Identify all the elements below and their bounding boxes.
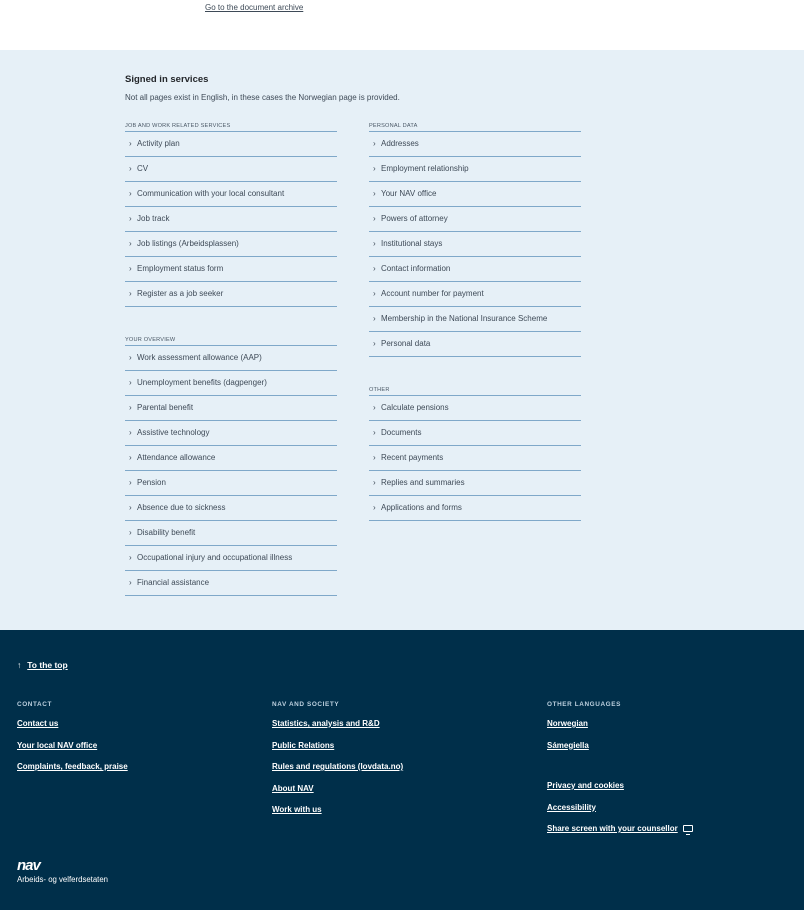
chevron-right-icon: › — [129, 578, 132, 587]
service-link[interactable]: › Employment relationship — [369, 157, 581, 182]
chevron-right-icon: › — [129, 239, 132, 248]
service-link[interactable]: › Job track — [125, 207, 337, 232]
chevron-right-icon: › — [373, 289, 376, 298]
share-screen-link[interactable]: Share screen with your counsellor — [547, 822, 693, 844]
group-heading: JOB AND WORK RELATED SERVICES — [125, 120, 337, 132]
local-office-link[interactable]: Your local NAV office — [17, 740, 98, 750]
service-link[interactable]: › Personal data — [369, 332, 581, 357]
service-link[interactable]: › Occupational injury and occupational illness — [125, 546, 337, 571]
service-link[interactable]: › Absence due to sickness — [125, 496, 337, 521]
chevron-right-icon: › — [373, 264, 376, 273]
chevron-right-icon: › — [373, 403, 376, 412]
chevron-right-icon: › — [129, 428, 132, 437]
chevron-right-icon: › — [129, 214, 132, 223]
chevron-right-icon: › — [373, 164, 376, 173]
arrow-up-icon: ↑ — [17, 660, 22, 670]
statistics-link[interactable]: Statistics, analysis and R&D — [272, 719, 380, 728]
chevron-right-icon: › — [129, 189, 132, 198]
service-link[interactable]: › Financial assistance — [125, 571, 337, 596]
nav-logo-subtitle: Arbeids- og velferdsetaten — [17, 875, 109, 884]
service-link[interactable]: › Communication with your local consultant — [125, 182, 337, 207]
service-link[interactable]: › Replies and summaries — [369, 471, 581, 496]
service-link[interactable]: › Assistive technology — [125, 421, 337, 446]
service-link[interactable]: › Unemployment benefits (dagpenger) — [125, 371, 337, 396]
footer-heading: CONTACT — [17, 701, 52, 708]
service-link[interactable]: › CV — [125, 157, 337, 182]
contact-us-link[interactable]: Contact us — [17, 719, 59, 728]
norwegian-link[interactable]: Norwegian — [547, 719, 588, 728]
chevron-right-icon: › — [129, 164, 132, 173]
service-link[interactable]: › Register as a job seeker — [125, 282, 337, 307]
group-your-overview — [125, 334, 337, 596]
privacy-cookies-link[interactable]: Privacy and cookies — [547, 781, 624, 790]
chevron-right-icon: › — [129, 264, 132, 273]
chevron-right-icon: › — [373, 139, 376, 148]
chevron-right-icon: › — [373, 478, 376, 487]
nav-logo-mark: nav — [17, 857, 40, 874]
chevron-right-icon: › — [129, 289, 132, 298]
chevron-right-icon: › — [373, 189, 376, 198]
service-link[interactable]: › Institutional stays — [369, 232, 581, 257]
to-the-top-link[interactable]: ↑ To the top — [17, 660, 68, 670]
accessibility-link[interactable]: Accessibility — [547, 802, 596, 812]
footer-languages-column — [547, 698, 621, 760]
chevron-right-icon: › — [129, 503, 132, 512]
chevron-right-icon: › — [373, 214, 376, 223]
chevron-right-icon: › — [129, 553, 132, 562]
service-link[interactable]: › Membership in the National Insurance Scheme — [369, 307, 581, 332]
chevron-right-icon: › — [373, 503, 376, 512]
services-note: Not all pages exist in English, in these cases the Norwegian page is provided. — [125, 93, 400, 102]
service-link[interactable]: › Work assessment allowance (AAP) — [125, 346, 337, 371]
service-link[interactable]: › Job listings (Arbeidsplassen) — [125, 232, 337, 257]
chevron-right-icon: › — [129, 453, 132, 462]
complaints-link[interactable]: Complaints, feedback, praise — [17, 762, 128, 771]
chevron-right-icon: › — [129, 378, 132, 387]
footer-extra-links — [547, 779, 693, 844]
group-heading: OTHER — [369, 384, 581, 396]
document-archive-link[interactable]: Go to the document archive — [205, 3, 304, 12]
work-with-us-link[interactable]: Work with us — [272, 805, 322, 814]
service-link[interactable]: › Employment status form — [125, 257, 337, 282]
footer-nav-society-column — [272, 698, 403, 825]
chevron-right-icon: › — [129, 403, 132, 412]
service-link[interactable]: › Disability benefit — [125, 521, 337, 546]
group-personal-data — [369, 120, 581, 357]
about-nav-link[interactable]: About NAV — [272, 783, 314, 793]
service-link[interactable]: › Powers of attorney — [369, 207, 581, 232]
chevron-right-icon: › — [373, 339, 376, 348]
chevron-right-icon: › — [129, 353, 132, 362]
group-job-work — [125, 120, 337, 307]
service-link[interactable]: › Contact information — [369, 257, 581, 282]
chevron-right-icon: › — [373, 428, 376, 437]
service-link[interactable]: › Calculate pensions — [369, 396, 581, 421]
group-heading: YOUR OVERVIEW — [125, 334, 337, 346]
nav-logo[interactable] — [17, 858, 108, 884]
chevron-right-icon: › — [373, 453, 376, 462]
service-link[interactable]: › Documents — [369, 421, 581, 446]
service-link[interactable]: › Addresses — [369, 132, 581, 157]
chevron-right-icon: › — [129, 528, 132, 537]
service-link[interactable]: › Pension — [125, 471, 337, 496]
group-heading: PERSONAL DATA — [369, 120, 581, 132]
chevron-right-icon: › — [129, 478, 132, 487]
chevron-right-icon: › — [373, 239, 376, 248]
service-link[interactable]: › Recent payments — [369, 446, 581, 471]
services-title: Signed in services — [125, 74, 209, 85]
service-link[interactable]: › Activity plan — [125, 132, 337, 157]
public-relations-link[interactable]: Public Relations — [272, 740, 335, 750]
monitor-icon — [683, 825, 693, 832]
footer-heading: NAV AND SOCIETY — [272, 701, 340, 708]
chevron-right-icon: › — [129, 139, 132, 148]
service-link[interactable]: › Attendance allowance — [125, 446, 337, 471]
top-strip — [0, 0, 804, 50]
service-link[interactable]: › Applications and forms — [369, 496, 581, 521]
rules-regulations-link[interactable]: Rules and regulations (lovdata.no) — [272, 762, 404, 771]
sami-link[interactable]: Sámegiella — [547, 740, 589, 750]
service-link[interactable]: › Account number for payment — [369, 282, 581, 307]
chevron-right-icon: › — [373, 314, 376, 323]
footer-heading: OTHER LANGUAGES — [547, 701, 621, 708]
footer-contact-column — [17, 698, 128, 782]
service-link[interactable]: › Parental benefit — [125, 396, 337, 421]
group-other — [369, 384, 581, 521]
service-link[interactable]: › Your NAV office — [369, 182, 581, 207]
